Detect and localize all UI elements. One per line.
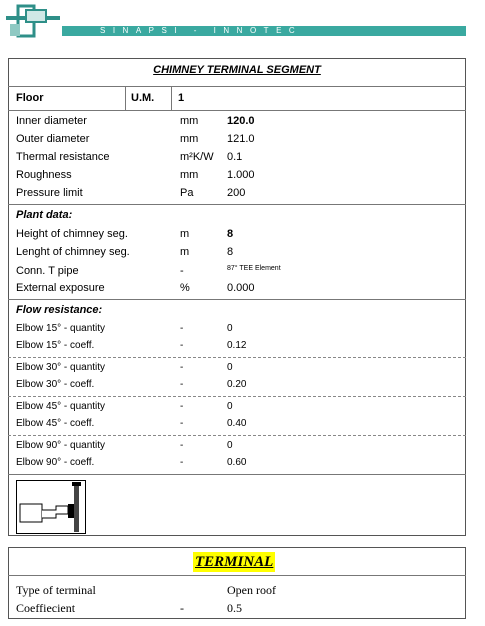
plant-unit: % [180,282,190,294]
flow-value: 0.12 [227,340,247,351]
flow-unit: - [180,379,184,390]
flow-value: 0 [227,401,233,412]
terminal-value: 0.5 [227,601,242,615]
flow-unit: - [180,457,184,468]
flow-value: 0.40 [227,418,247,429]
flow-unit: - [180,362,184,373]
plant-value: 8 [227,246,234,258]
property-value: 1.000 [227,169,255,181]
plant-unit: m [180,228,190,240]
segment-title: CHIMNEY TERMINAL SEGMENT [153,64,321,76]
chimney-terminal-diagram [16,480,86,534]
flow-unit: - [180,323,184,334]
flow-value: 0 [227,362,233,373]
floor-value: 1 [178,92,185,104]
plant-data-title: Plant data: [16,209,73,221]
flow-unit: - [180,418,184,429]
property-label: Outer diameter [16,133,90,145]
plant-label: Height of chimney seg. [16,228,128,240]
property-value: 121.0 [227,133,255,145]
flow-label: Elbow 45° - quantity [16,401,106,412]
property-unit: mm [180,169,199,181]
plant-value: 87° TEE Element [227,265,281,272]
flow-unit: - [180,401,184,412]
property-label: Pressure limit [16,187,83,199]
plant-value: 0.000 [227,282,255,294]
terminal-label: Coeffiecient [16,601,76,615]
flow-label: Elbow 30° - quantity [16,362,106,373]
plant-label: External exposure [16,282,105,294]
plant-label: Conn. T pipe [16,265,79,277]
brand-name: SINAPSI - INNOTEC [100,26,303,35]
flow-resistance-title: Flow resistance: [16,304,103,316]
flow-label: Elbow 90° - coeff. [16,457,95,468]
terminal-label: Type of terminal [16,583,96,597]
flow-unit: - [180,340,184,351]
plant-value: 8 [227,228,234,240]
property-value: 120.0 [227,115,255,127]
plant-unit: - [180,265,184,277]
property-unit: mm [180,133,199,145]
property-label: Thermal resistance [16,151,110,163]
property-value: 200 [227,187,246,199]
flow-label: Elbow 30° - coeff. [16,379,95,390]
plant-label: Lenght of chimney seg. [16,246,130,258]
property-label: Roughness [16,169,72,181]
property-label: Inner diameter [16,115,87,127]
flow-value: 0.20 [227,379,247,390]
property-unit: Pa [180,187,194,199]
property-unit: mm [180,115,199,127]
terminal-unit: - [180,601,184,615]
property-unit: m²K/W [180,151,214,163]
terminal-value: Open roof [227,583,276,597]
plant-unit: m [180,246,190,258]
flow-label: Elbow 15° - quantity [16,323,106,334]
sinapsi-logo [4,2,62,38]
floor-label: Floor [16,92,44,104]
flow-unit: - [180,440,184,451]
flow-value: 0.60 [227,457,247,468]
property-value: 0.1 [227,151,243,163]
flow-value: 0 [227,323,233,334]
flow-label: Elbow 15° - coeff. [16,340,95,351]
flow-value: 0 [227,440,233,451]
flow-label: Elbow 45° - coeff. [16,418,95,429]
terminal-title: TERMINAL [195,554,274,570]
flow-label: Elbow 90° - quantity [16,440,106,451]
um-label: U.M. [131,92,155,104]
